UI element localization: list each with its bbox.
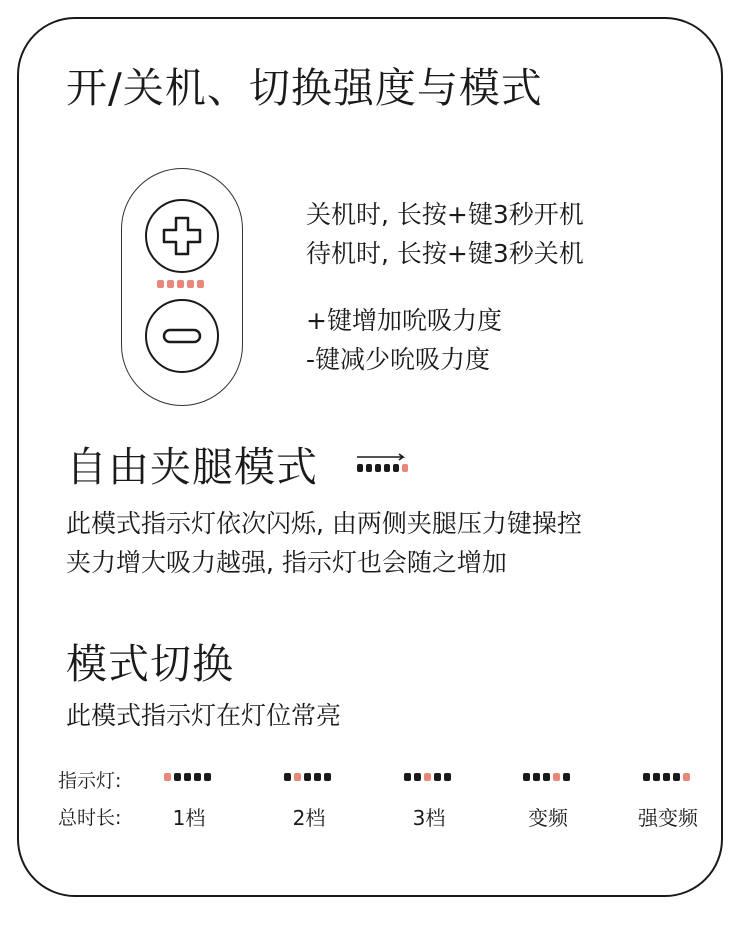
mode-indicator-dots (404, 773, 451, 781)
indicator-dot-on (294, 773, 301, 781)
mode-indicator-dots (164, 773, 211, 781)
increase-text: +键增加吮吸力度 (306, 306, 502, 335)
mode-name: 1档 (172, 806, 206, 830)
indicator-row-label: 指示灯: (58, 770, 122, 792)
power-on-text: 关机时, 长按+键3秒开机 (306, 200, 584, 229)
remote-control (121, 168, 243, 406)
indicator-dot-on (553, 773, 560, 781)
indicator-dot-off (663, 773, 670, 781)
indicator-dot-off (174, 773, 181, 781)
flowing-lights-icon (354, 452, 410, 476)
section-title-power: 开/关机、切换强度与模式 (66, 64, 543, 112)
section-title-free-mode: 自由夹腿模式 (66, 443, 318, 491)
indicator-dot-on (164, 773, 171, 781)
indicator-dot-off (523, 773, 530, 781)
indicator-dot-off (533, 773, 540, 781)
indicator-dot-off (444, 773, 451, 781)
indicator-dot-off (184, 773, 191, 781)
indicator-dot-off (404, 773, 411, 781)
remote-indicator-dots (157, 280, 204, 288)
indicator-dot-off (643, 773, 650, 781)
indicator-dot-on (424, 773, 431, 781)
mode-name: 强变频 (638, 806, 698, 830)
plus-button-icon[interactable] (145, 199, 219, 273)
mode-switch-desc: 此模式指示灯在灯位常亮 (66, 701, 342, 730)
indicator-dot-off (653, 773, 660, 781)
indicator-dot-off (673, 773, 680, 781)
indicator-dot-on (683, 773, 690, 781)
section-title-mode-switch: 模式切换 (66, 640, 234, 688)
mode-indicator-dots (284, 773, 331, 781)
indicator-dot-off (414, 773, 421, 781)
mode-name: 2档 (292, 806, 326, 830)
mode-name: 变频 (528, 806, 568, 830)
indicator-dot-off (324, 773, 331, 781)
free-mode-desc-1: 此模式指示灯依次闪烁, 由两侧夹腿压力键操控 (66, 509, 582, 538)
indicator-dot-off (563, 773, 570, 781)
mode-indicator-dots (523, 773, 570, 781)
indicator-dot-off (194, 773, 201, 781)
minus-button-icon[interactable] (145, 299, 219, 373)
decrease-text: -键减少吮吸力度 (306, 345, 491, 374)
duration-row-label: 总时长: (58, 807, 122, 829)
indicator-dot-off (543, 773, 550, 781)
mode-name: 3档 (412, 806, 446, 830)
indicator-dot-off (284, 773, 291, 781)
indicator-dot-off (204, 773, 211, 781)
mode-indicator-dots (643, 773, 690, 781)
power-off-text: 待机时, 长按+键3秒关机 (306, 239, 584, 268)
indicator-dot-off (314, 773, 321, 781)
indicator-dot-off (434, 773, 441, 781)
free-mode-desc-2: 夹力增大吸力越强, 指示灯也会随之增加 (66, 548, 507, 577)
indicator-dot-off (304, 773, 311, 781)
